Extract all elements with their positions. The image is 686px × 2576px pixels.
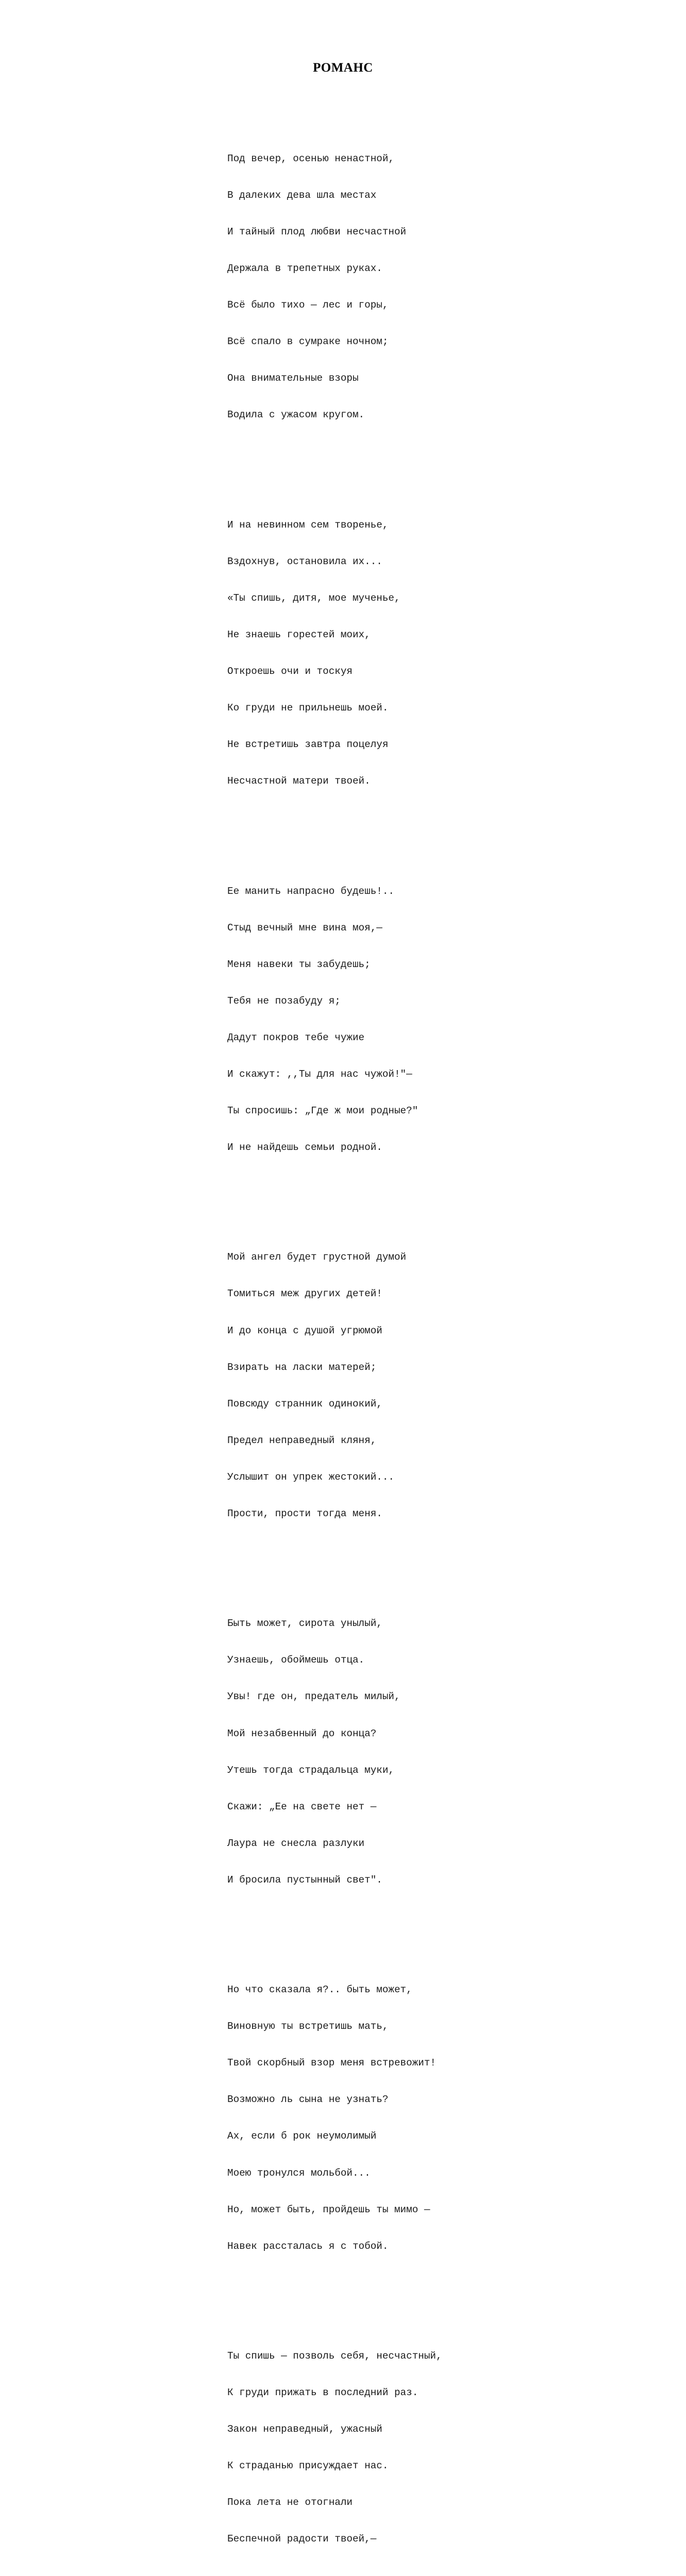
poem-line: Быть может, сирота унылый, bbox=[227, 1618, 382, 1630]
poem-line: К груди прижать в последний раз. bbox=[227, 2387, 419, 2399]
stanza-2 bbox=[227, 495, 442, 812]
poem-line: В далеких дева шла местах bbox=[227, 189, 377, 201]
poem-title: РОМАНС bbox=[313, 61, 373, 75]
stanza-4 bbox=[227, 1227, 442, 1545]
stanza-1 bbox=[227, 128, 442, 446]
poem-line: Навек рассталась я с тобой. bbox=[227, 2240, 389, 2252]
poem-line: Взирать на ласки матерей; bbox=[227, 1361, 377, 1373]
poem-line: И на невинном сем творенье, bbox=[227, 519, 389, 531]
poem-line: Ко груди не прильнешь моей. bbox=[227, 702, 389, 714]
poem-line: И скажут: ,,Ты для нас чужой!"— bbox=[227, 1069, 412, 1080]
poem-line: Пока лета не отогнали bbox=[227, 2497, 353, 2509]
poem-line: Меня навеки ты забудешь; bbox=[227, 958, 371, 970]
poem-line: Дадут покров тебе чужие bbox=[227, 1031, 365, 1043]
poem-line: К страданью присуждает нас. bbox=[227, 2460, 389, 2472]
poem-line: Виновную ты встретишь мать, bbox=[227, 2021, 389, 2032]
poem-line: Возможно ль сына не узнать? bbox=[227, 2094, 389, 2106]
poem-line: Ее манить напрасно будешь!.. bbox=[227, 885, 394, 897]
poem-body bbox=[227, 104, 442, 2576]
poem-line: И не найдешь семьи родной. bbox=[227, 1142, 382, 1154]
poem-line: Стыд вечный мне вина моя,— bbox=[227, 922, 382, 934]
poem-line: Вздохнув, остановила их... bbox=[227, 555, 382, 567]
poem-line: Беспечной радости твоей,— bbox=[227, 2533, 377, 2545]
poem-line: Тебя не позабуду я; bbox=[227, 995, 341, 1007]
poem-line: Под вечер, осенью ненастной, bbox=[227, 152, 394, 164]
poem-line: Лаура не снесла разлуки bbox=[227, 1837, 365, 1849]
poem-line: Ты спишь — позволь себя, несчастный, bbox=[227, 2350, 442, 2362]
poem-line: Ах, если б рок неумолимый bbox=[227, 2130, 377, 2142]
stanza-5 bbox=[227, 1594, 442, 1911]
poem-line: Не знаешь горестей моих, bbox=[227, 629, 371, 640]
poem-line: И бросила пустынный свет". bbox=[227, 1874, 382, 1886]
poem-line: Всё спало в сумраке ночном; bbox=[227, 336, 389, 348]
poem-line: Прости, прости тогда меня. bbox=[227, 1508, 382, 1520]
poem-line: Увы! где он, предатель милый, bbox=[227, 1691, 400, 1703]
poem-line: И до конца с душой угрюмой bbox=[227, 1325, 382, 1336]
poem-line: Не встретишь завтра поцелуя bbox=[227, 739, 389, 751]
poem-line: Водила с ужасом кругом. bbox=[227, 409, 365, 421]
poem-line: Скажи: „Ее на свете нет — bbox=[227, 1801, 377, 1812]
poem-line: Мой ангел будет грустной думой bbox=[227, 1251, 407, 1263]
poem-line: Моею тронулся мольбой... bbox=[227, 2167, 371, 2179]
poem-line: Но, может быть, пройдешь ты мимо — bbox=[227, 2204, 430, 2215]
stanza-3 bbox=[227, 861, 442, 1178]
poem-line: Держала в трепетных руках. bbox=[227, 263, 382, 275]
stanza-6 bbox=[227, 1960, 442, 2277]
poem-line: Она внимательные взоры bbox=[227, 372, 359, 384]
poem-line: И тайный плод любви несчастной bbox=[227, 226, 407, 238]
poem-line: «Ты спишь, дитя, мое мученье, bbox=[227, 592, 400, 604]
poem-line: Откроешь очи и тоскуя bbox=[227, 666, 353, 677]
poem-line: Закон неправедный, ужасный bbox=[227, 2424, 382, 2435]
poem-line: Ты спросишь: „Где ж мои родные?" bbox=[227, 1105, 419, 1117]
poem-line: Твой скорбный взор меня встревожит! bbox=[227, 2057, 436, 2069]
poem-line: Повсюду странник одинокий, bbox=[227, 1398, 382, 1410]
poem-line: Но что сказала я?.. быть может, bbox=[227, 1984, 412, 1996]
poem-line: Мой незабвенный до конца? bbox=[227, 1727, 377, 1739]
poem-line: Услышит он упрек жестокий... bbox=[227, 1471, 394, 1483]
poem-line: Несчастной матери твоей. bbox=[227, 775, 371, 787]
poem-line: Узнаешь, обоймешь отца. bbox=[227, 1654, 365, 1666]
poem-line: Утешь тогда страдальца муки, bbox=[227, 1764, 394, 1776]
poem-line: Предел неправедный кляня, bbox=[227, 1434, 377, 1446]
poem-line: Всё было тихо — лес и горы, bbox=[227, 299, 389, 311]
poem-line: Томиться меж других детей! bbox=[227, 1288, 382, 1300]
stanza-7 bbox=[227, 2326, 442, 2570]
